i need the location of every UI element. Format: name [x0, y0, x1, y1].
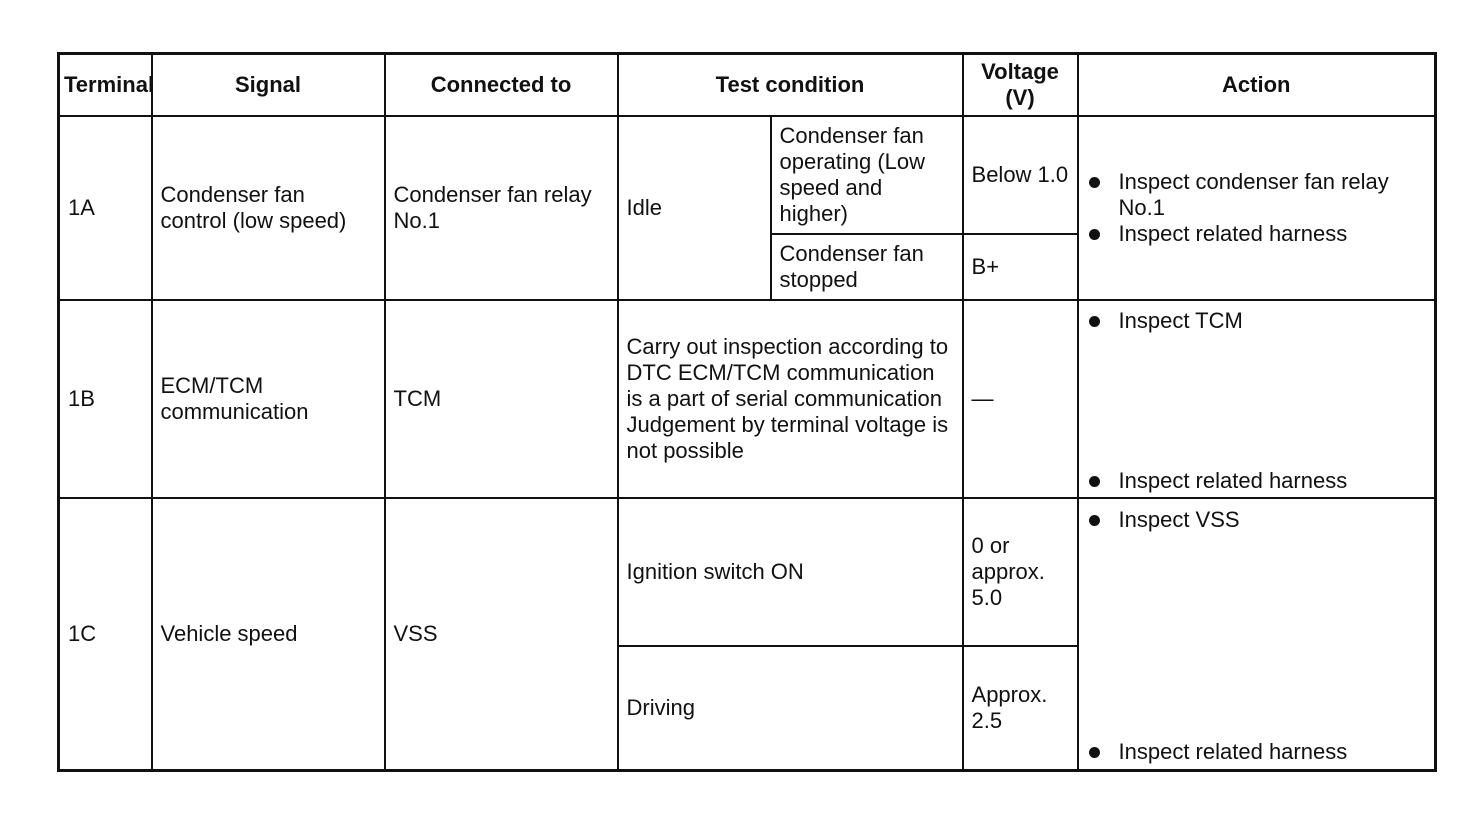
- action-text: Inspect TCM: [1118, 308, 1243, 333]
- sub-condition-cell: Condenser fan operating (Low speed and higher): [771, 116, 963, 234]
- table-row: [59, 498, 1436, 646]
- action-text: Inspect condenser fan relay No.1: [1118, 169, 1389, 220]
- terminal-voltage-table: [57, 52, 1437, 772]
- action-list: [1087, 503, 1427, 765]
- action-list: [1087, 169, 1427, 247]
- voltage-cell: B+: [963, 234, 1078, 300]
- action-text: Inspect VSS: [1118, 506, 1240, 532]
- sub-condition-cell: Condenser fan stopped: [771, 234, 963, 300]
- voltage-cell: Below 1.0: [963, 116, 1078, 234]
- action-cell: [1078, 116, 1436, 300]
- action-text: Inspect related harness: [1118, 468, 1348, 493]
- test-condition-cell: Idle: [618, 116, 771, 300]
- action-item: [1087, 739, 1427, 765]
- action-text: Inspect related harness: [1118, 221, 1348, 246]
- header-signal: Signal: [152, 54, 385, 117]
- connected-to-cell: Condenser fan relay No.1: [385, 116, 618, 300]
- bullet-icon: [1089, 316, 1100, 327]
- action-cell: [1078, 498, 1436, 770]
- action-cell: [1078, 300, 1436, 498]
- action-item: [1087, 169, 1427, 221]
- test-condition-cell: Driving: [618, 646, 963, 770]
- connected-to-cell: TCM: [385, 300, 618, 498]
- action-text: Inspect related harness: [1118, 738, 1348, 764]
- bullet-icon: [1089, 747, 1100, 758]
- connected-to-cell: VSS: [385, 498, 618, 770]
- header-action: Action: [1078, 54, 1436, 117]
- signal-cell: Condenser fan control (low speed): [152, 116, 385, 300]
- header-terminal: Terminal: [59, 54, 152, 117]
- terminal-cell: 1C: [59, 498, 152, 770]
- signal-cell: ECM/TCM communication: [152, 300, 385, 498]
- voltage-cell: Approx. 2.5: [963, 646, 1078, 770]
- header-row: [59, 54, 1436, 117]
- action-item: [1087, 468, 1427, 494]
- action-item: [1087, 221, 1427, 247]
- bullet-icon: [1089, 476, 1100, 487]
- action-item: [1087, 308, 1427, 334]
- test-condition-cell: Ignition switch ON: [618, 498, 963, 646]
- bullet-icon: [1089, 177, 1100, 188]
- action-list: [1087, 304, 1427, 494]
- voltage-cell: —: [963, 300, 1078, 498]
- table-row: [59, 300, 1436, 498]
- bullet-icon: [1089, 515, 1100, 526]
- voltage-cell: 0 or approx. 5.0: [963, 498, 1078, 646]
- terminal-cell: 1A: [59, 116, 152, 300]
- action-item: [1087, 507, 1427, 533]
- test-condition-cell: Carry out inspection according to DTC ECM/TCM communication is a part of serial communication Judgement by terminal voltage is not possible: [618, 300, 963, 498]
- header-voltage: Voltage (V): [963, 54, 1078, 117]
- terminal-cell: 1B: [59, 300, 152, 498]
- signal-cell: Vehicle speed: [152, 498, 385, 770]
- table-row: [59, 116, 1436, 234]
- bullet-icon: [1089, 229, 1100, 240]
- header-test-condition: Test condition: [618, 54, 963, 117]
- header-connected-to: Connected to: [385, 54, 618, 117]
